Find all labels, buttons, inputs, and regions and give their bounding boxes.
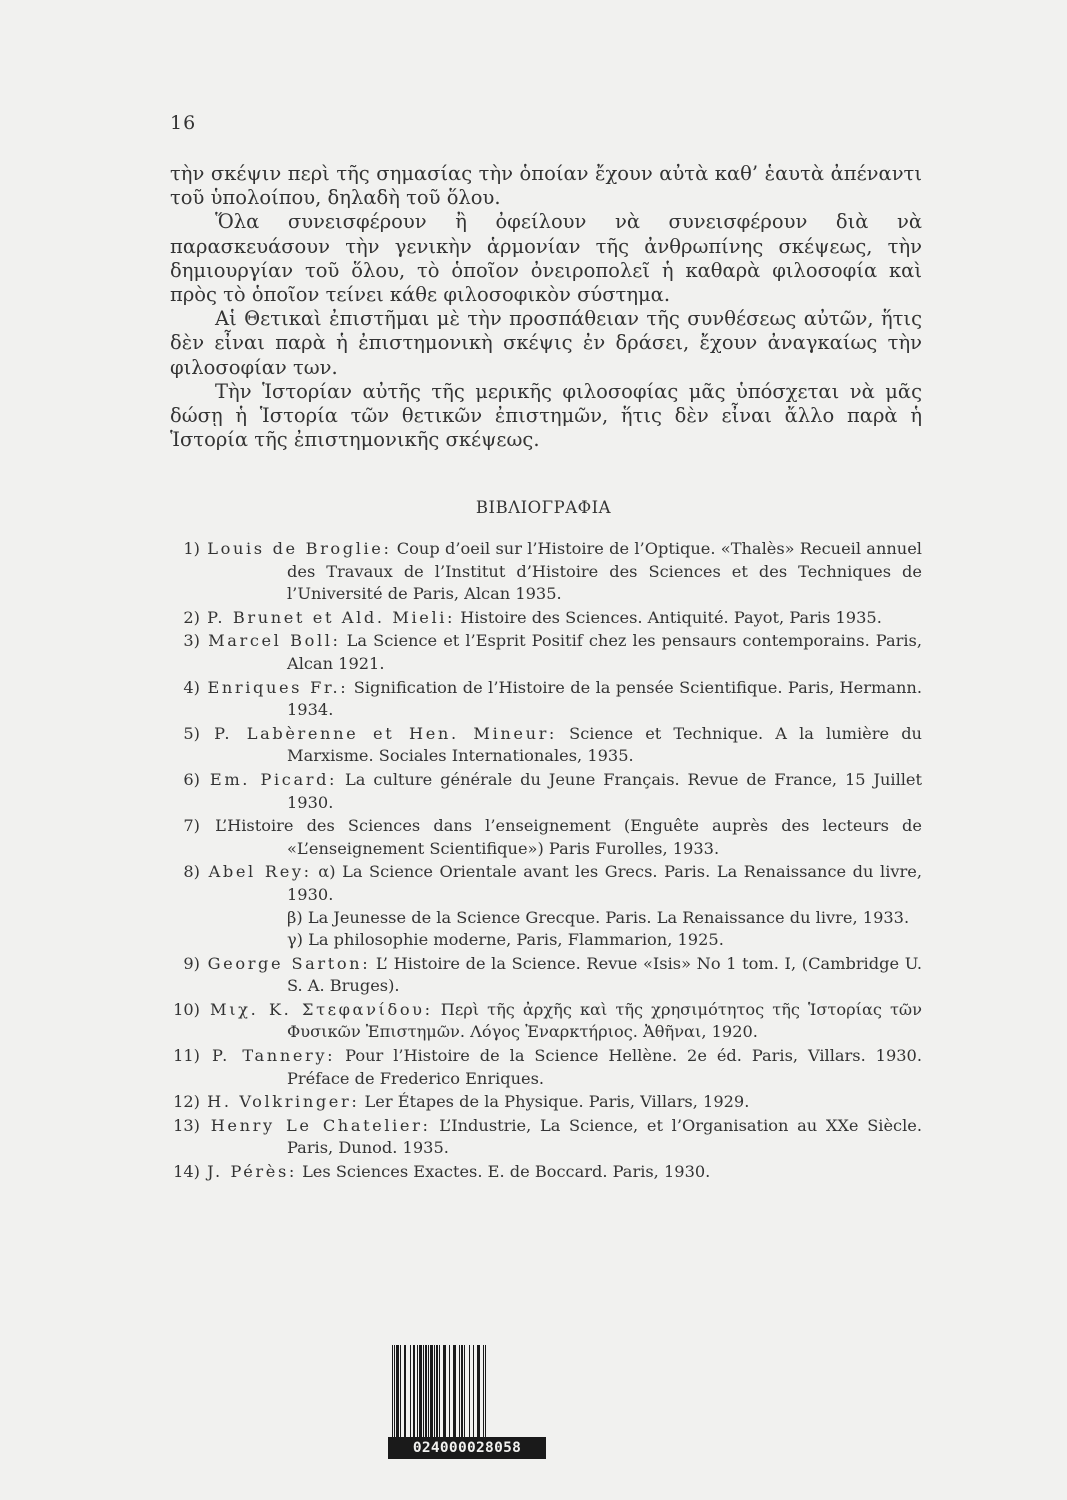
bibliography-entry (170, 677, 922, 722)
entry-number: 3) (183, 631, 200, 651)
entry-author: Marcel Boll: (208, 631, 341, 651)
barcode-bar (486, 1345, 487, 1437)
entry-author: H. Volkringer: (207, 1092, 360, 1112)
entry-text: Ler Étapes de la Physique. Paris, Villars, 1929. (364, 1092, 750, 1112)
entry-text: Signification de l’Histoire de la pensée Scientifique. Paris, Hermann. 1934. (287, 677, 922, 720)
entry-author: Enriques Fr.: (207, 677, 349, 697)
entry-text: L’ Histoire de la Science. Revue «Isis» No 1 tom. I, (Cambridge U. S. A. Bruges). (287, 953, 922, 996)
bibliography-entry (170, 723, 922, 768)
entry-text: L’Histoire des Sciences dans l’enseignement (Enguête auprès des lecteurs de «L’enseignement Scientifique») Paris Furolles, 1933. (215, 816, 922, 858)
entry-text: Coup d’oeil sur l’Histoire de l’Optique. «Thalès» Recueil annuel des Travaux de l’Institut d’Histoire des Sciences et des Techniques de l’Université de Paris, Alcan 1935. (287, 539, 922, 604)
paragraph-2: Ὅλα συνεισφέρουν ἢ ὀφείλουν νὰ συνεισφέρουν διὰ νὰ παρασκευάσουν τὴν γενικὴν ἁρμονίαν τῆς ἀνθρωπίνης σκέψεως, τὴν δημιουργίαν τοῦ ὅλου, τὸ ὁποῖον ὀνειροπολεῖ ἡ καθαρὰ φιλοσοφία καὶ πρὸς τὸ ὁποῖον τείνει κάθε φιλοσοφικὸν σύστημα. (170, 210, 922, 307)
entry-subitem: β) La Jeunesse de la Science Grecque. Paris. La Renaissance du livre, 1933. (287, 907, 910, 927)
bibliography-entry (170, 630, 922, 675)
paragraph-3: Αἱ Θετικαὶ ἐπιστῆμαι μὲ τὴν προσπάθειαν τῆς συνθέσεως αὐτῶν, ἥτις δὲν εἶναι παρὰ ἡ ἐπιστημονικὴ σκέψις ἐν δράσει, ἔχουν ἀναγκαίως τὴν φιλοσοφίαν των. (170, 307, 922, 379)
entry-number: 14) (173, 1162, 200, 1182)
entry-subitem: γ) La philosophie moderne, Paris, Flammarion, 1925. (287, 930, 724, 950)
bibliography-entry (170, 953, 922, 998)
bibliography-entry (170, 999, 922, 1044)
entry-number: 13) (173, 1115, 200, 1135)
paragraph-1: τὴν σκέψιν περὶ τῆς σημασίας τὴν ὁποίαν ἔχουν αὐτὰ καθ’ ἑαυτὰ ἀπέναντι τοῦ ὑπολοίπου, δηλαδὴ τοῦ ὅλου. (170, 162, 922, 210)
bibliography-list (170, 538, 922, 1185)
entry-author: Em. Picard: (209, 769, 338, 789)
entry-author: P. Labèrenne et Hen. Mineur: (214, 723, 557, 743)
entry-author: J. Pérès: (207, 1162, 297, 1182)
bibliography-entry (170, 1045, 922, 1090)
entry-author: Louis de Broglie: (207, 539, 392, 558)
entry-author: Μιχ. Κ. Στεφανίδου: (210, 999, 433, 1019)
entry-text: Περὶ τῆς ἀρχῆς καὶ τῆς χρησιμότητος τῆς Ἱστορίας τῶν Φυσικῶν Ἐπιστημῶν. Λόγος Ἐναρκτήριος. Ἀθῆναι, 1920. (287, 999, 922, 1042)
entry-text: Histoire des Sciences. Antiquité. Payot, Paris 1935. (460, 607, 882, 627)
entry-author: Abel Rey: (208, 862, 312, 882)
entry-text: α) La Science Orientale avant les Grecs. Paris. La Renaissance du livre, 1930. (287, 862, 922, 904)
entry-number: 7) (183, 816, 200, 836)
bibliography-entry (170, 607, 922, 630)
entry-text: La culture générale du Jeune Français. Revue de France, 15 Juillet 1930. (287, 769, 923, 812)
entry-number: 11) (173, 1046, 200, 1066)
paragraph-4: Τὴν Ἱστορίαν αὐτῆς τῆς μερικῆς φιλοσοφίας μᾶς ὑπόσχεται νὰ μᾶς δώσῃ ἡ Ἱστορία τῶν θετικῶν ἐπιστημῶν, ἥτις δὲν εἶναι ἄλλο παρὰ ἡ Ἱστορία τῆς ἐπιστημονικῆς σκέψεως. (170, 379, 922, 452)
entry-number: 8) (183, 862, 200, 882)
entry-author: George Sarton: (207, 953, 371, 973)
bibliography-entry (170, 769, 922, 814)
entry-author: P. Brunet et Ald. Mieli: (207, 607, 456, 627)
entry-text: L’Industrie, La Science, et l’Organisation au XXe Siècle. Paris, Dunod. 1935. (287, 1115, 923, 1158)
entry-number: 12) (173, 1092, 200, 1112)
body-text (170, 162, 922, 452)
entry-number: 2) (183, 607, 200, 627)
bibliography-entry (170, 1091, 922, 1114)
entry-number: 9) (183, 953, 200, 973)
barcode-number: 024000028058 (388, 1437, 546, 1459)
entry-text: La Science et l’Esprit Positif chez les pensaurs contemporains. Paris, Alcan 1921. (287, 631, 922, 673)
entry-author: Henry Le Chatelier: (210, 1115, 431, 1135)
bibliography-entry (170, 815, 922, 860)
entry-author: P. Tannery: (211, 1046, 336, 1066)
bibliography-title: ΒΙΒΛΙΟΓΡΑΦΙΑ (475, 498, 612, 517)
page-number: 16 (170, 112, 197, 134)
barcode-bars (392, 1345, 542, 1437)
entry-number: 6) (183, 769, 200, 789)
bibliography-entry (170, 1115, 922, 1160)
entry-text: Les Sciences Exactes. E. de Boccard. Paris, 1930. (302, 1162, 711, 1182)
entry-text: Pour l’Histoire de la Science Hellène. 2e éd. Paris, Villars. 1930. Préface de Frederico Enriques. (287, 1046, 922, 1088)
bibliography-entry (170, 1161, 922, 1184)
entry-number: 1) (183, 539, 200, 558)
entry-number: 4) (183, 677, 200, 697)
bibliography-entry (170, 861, 922, 951)
entry-number: 10) (173, 999, 200, 1019)
entry-text: Science et Technique. A la lumière du Marxisme. Sociales Internationales, 1935. (287, 723, 922, 766)
barcode (388, 1345, 546, 1463)
entry-number: 5) (183, 723, 200, 743)
bibliography-entry (170, 538, 922, 606)
